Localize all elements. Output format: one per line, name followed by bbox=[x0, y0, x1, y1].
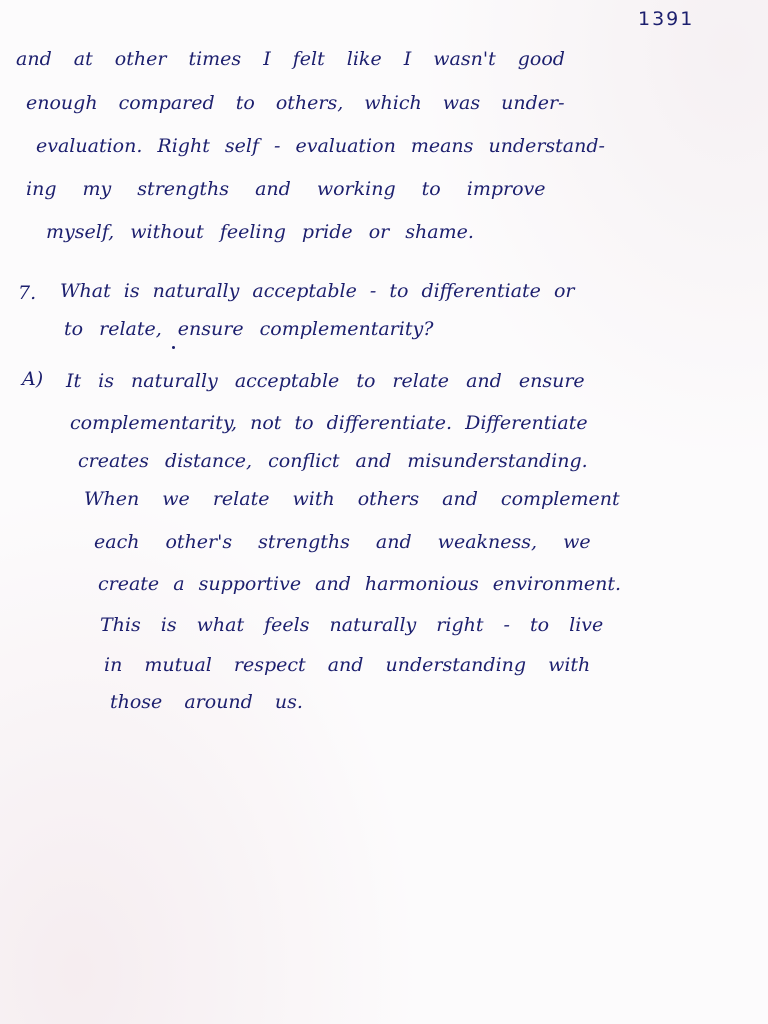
question-number: 7. bbox=[18, 282, 37, 304]
question-line: to relate, ensure complementarity? bbox=[64, 318, 434, 340]
continuation-line: enough compared to others, which was under- bbox=[26, 92, 565, 114]
answer-line: each other's strengths and weakness, we bbox=[94, 531, 591, 553]
answer-line: create a supportive and harmonious environment. bbox=[98, 573, 622, 595]
answer-line: creates distance, conflict and misunderstanding. bbox=[78, 450, 588, 472]
answer-line: complementarity, not to differentiate. Differentiate bbox=[70, 412, 588, 434]
question-line: What is naturally acceptable - to differentiate or bbox=[60, 280, 575, 302]
continuation-line: myself, without feeling pride or shame. bbox=[46, 221, 474, 243]
ink-dot bbox=[172, 346, 175, 349]
answer-line: those around us. bbox=[110, 691, 303, 713]
continuation-line: evaluation. Right self - evaluation means understand- bbox=[36, 135, 605, 157]
answer-line: in mutual respect and understanding with bbox=[104, 654, 591, 676]
answer-marker: A) bbox=[22, 368, 44, 390]
continuation-line: and at other times I felt like I wasn't good bbox=[16, 48, 565, 70]
answer-line: When we relate with others and complement bbox=[84, 488, 620, 510]
continuation-line: ing my strengths and working to improve bbox=[26, 178, 546, 200]
answer-line: It is naturally acceptable to relate and ensure bbox=[66, 370, 585, 392]
answer-line: This is what feels naturally right - to live bbox=[100, 614, 604, 636]
page-number: 1391 bbox=[638, 8, 695, 30]
